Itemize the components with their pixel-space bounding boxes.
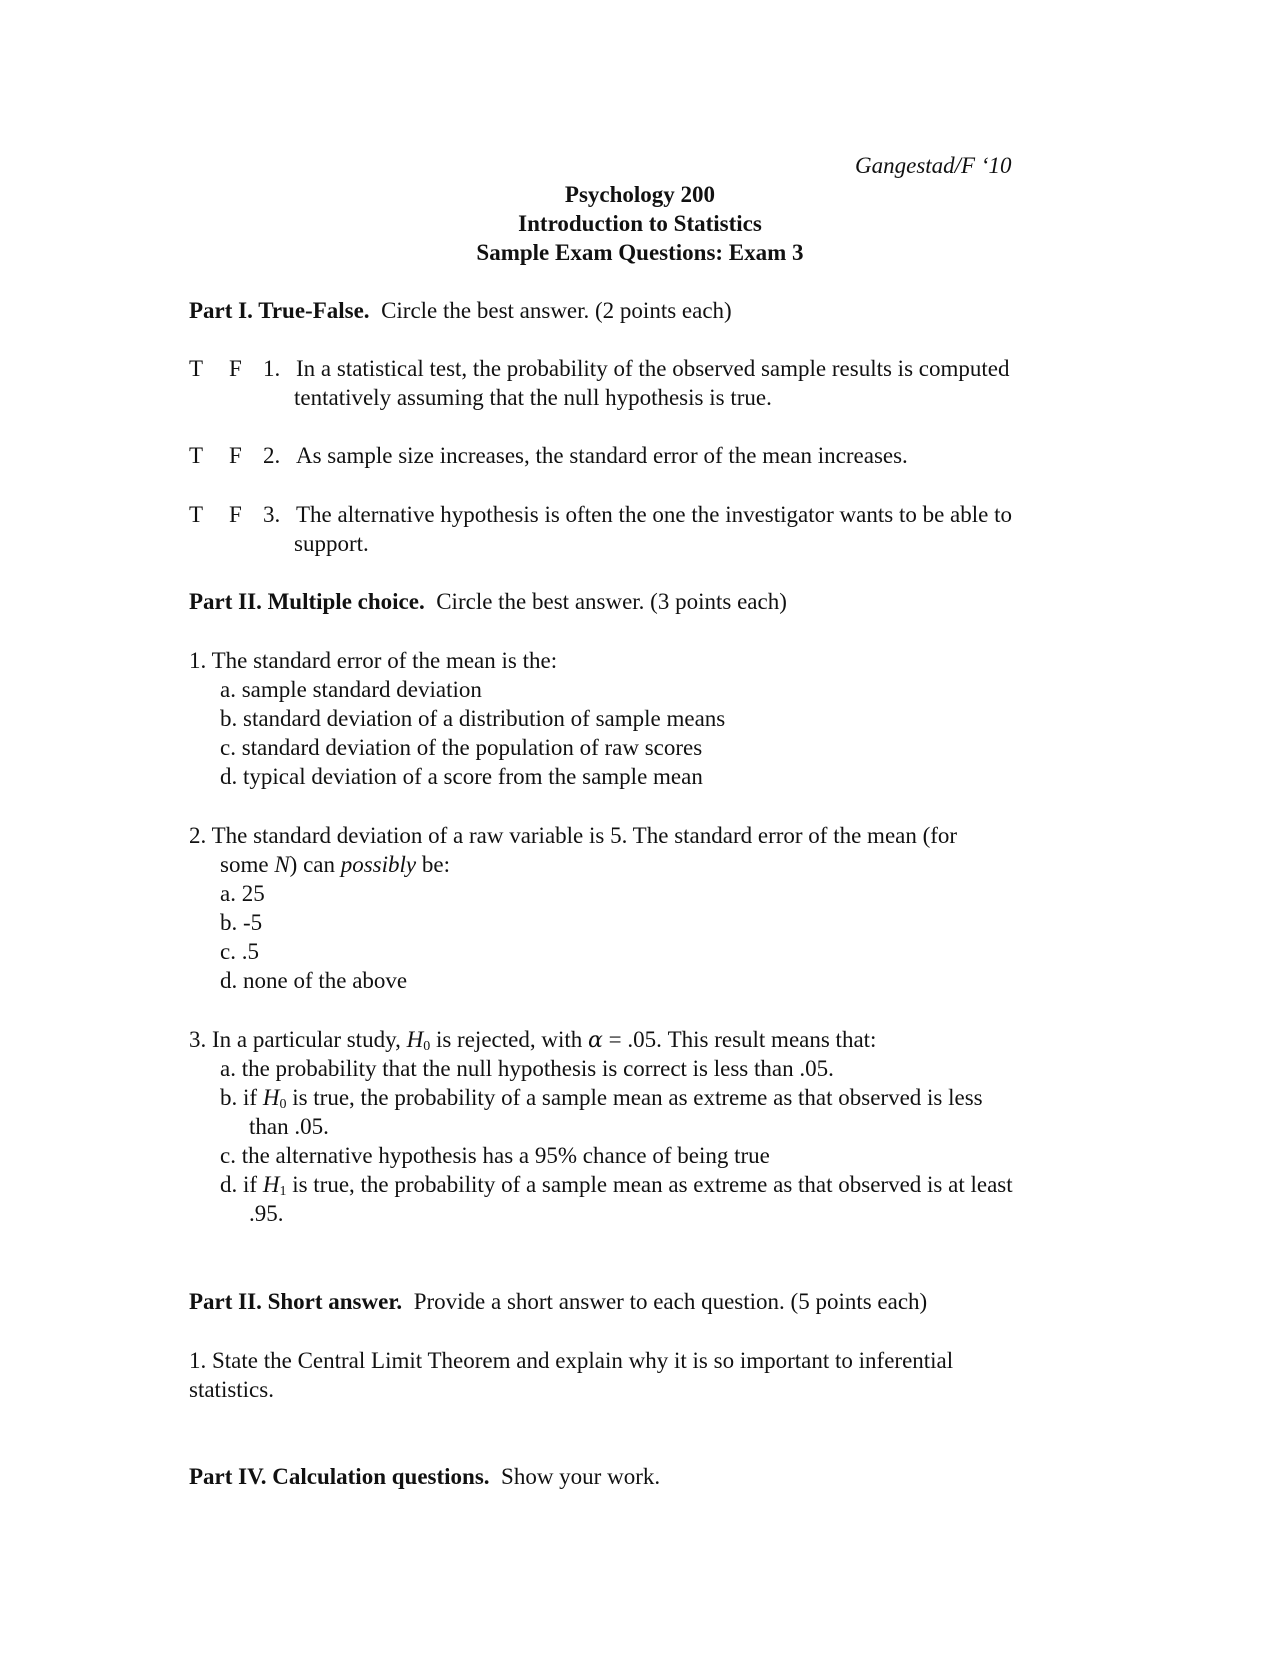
- exam-title: Sample Exam Questions: Exam 3: [476, 240, 804, 265]
- answer-option[interactable]: a. sample standard deviation: [220, 677, 482, 702]
- tf-false-option[interactable]: F: [229, 502, 242, 527]
- tf-true-option[interactable]: T: [189, 502, 204, 527]
- part4-heading: [189, 1462, 660, 1491]
- part1-instructions: Circle the best answer. (2 points each): [381, 298, 732, 323]
- part2-label: Part II. Multiple choice.: [189, 589, 425, 614]
- tf-item-text: The alternative hypothesis is often the one the investigator wants to be able to: [296, 502, 1012, 527]
- answer-option[interactable]: b. standard deviation of a distribution of sample means: [220, 706, 726, 731]
- tf-false-option[interactable]: F: [229, 443, 242, 468]
- tf-item-text-cont: support.: [294, 531, 369, 556]
- part1-label: Part I. True-False.: [189, 298, 370, 323]
- question-stem: 3. In a particular study, $H_0$ is rejected, with α = .05. This result means that:: [189, 1027, 877, 1054]
- answer-option[interactable]: b. -5: [220, 910, 263, 935]
- answer-option[interactable]: c. .5: [220, 939, 259, 964]
- tf-false-option[interactable]: F: [229, 356, 242, 381]
- question-stem: 1. The standard error of the mean is the:: [189, 648, 558, 673]
- course-number: Psychology 200: [564, 182, 716, 207]
- tf-true-option[interactable]: T: [189, 356, 204, 381]
- answer-option[interactable]: d. typical deviation of a score from the sample mean: [220, 764, 703, 789]
- part2-heading: [189, 587, 787, 616]
- author-tag: Gangestad/F ‘10: [855, 153, 1012, 178]
- question-stem-cont: some N) can possibly be:: [220, 852, 450, 877]
- answer-option-cont: than .05.: [249, 1114, 329, 1139]
- answer-option[interactable]: d. none of the above: [220, 968, 408, 993]
- answer-option-cont: .95.: [249, 1201, 284, 1226]
- answer-option[interactable]: a. the probability that the null hypothesis is correct is less than .05.: [220, 1056, 834, 1081]
- answer-option[interactable]: b. if $H_0$ is true, the probability of a sample mean as extreme as that observed is less: [220, 1085, 983, 1112]
- part3-label: Part II. Short answer.: [189, 1289, 403, 1314]
- tf-item-number: 3.: [263, 502, 281, 527]
- tf-item-text-cont: tentatively assuming that the null hypothesis is true.: [294, 385, 772, 410]
- part3-heading: [189, 1287, 927, 1316]
- answer-option[interactable]: d. if $H_1$ is true, the probability of a sample mean as extreme as that observed is at least: [220, 1172, 1013, 1199]
- answer-option[interactable]: c. the alternative hypothesis has a 95% chance of being true: [220, 1143, 770, 1168]
- question-stem: 2. The standard deviation of a raw variable is 5. The standard error of the mean (for: [189, 823, 958, 848]
- course-title: Introduction to Statistics: [518, 211, 762, 236]
- tf-item-number: 2.: [263, 443, 281, 468]
- answer-option[interactable]: a. 25: [220, 881, 265, 906]
- answer-option[interactable]: c. standard deviation of the population of raw scores: [220, 735, 703, 760]
- part2-instructions: Circle the best answer. (3 points each): [436, 589, 787, 614]
- tf-true-option[interactable]: T: [189, 443, 204, 468]
- tf-item-number: 1.: [263, 356, 281, 381]
- part4-label: Part IV. Calculation questions.: [189, 1464, 490, 1489]
- alpha-symbol: α: [587, 1028, 603, 1053]
- tf-item-text: As sample size increases, the standard error of the mean increases.: [296, 443, 908, 468]
- short-answer-question: 1. State the Central Limit Theorem and explain why it is so important to inferential: [189, 1348, 954, 1373]
- part3-instructions: Provide a short answer to each question. (5 points each): [413, 1289, 928, 1314]
- part1-heading: [189, 296, 732, 325]
- short-answer-question-cont: statistics.: [189, 1377, 274, 1402]
- part4-instructions: Show your work.: [501, 1464, 661, 1489]
- tf-item-text: In a statistical test, the probability of the observed sample results is computed: [296, 356, 1010, 381]
